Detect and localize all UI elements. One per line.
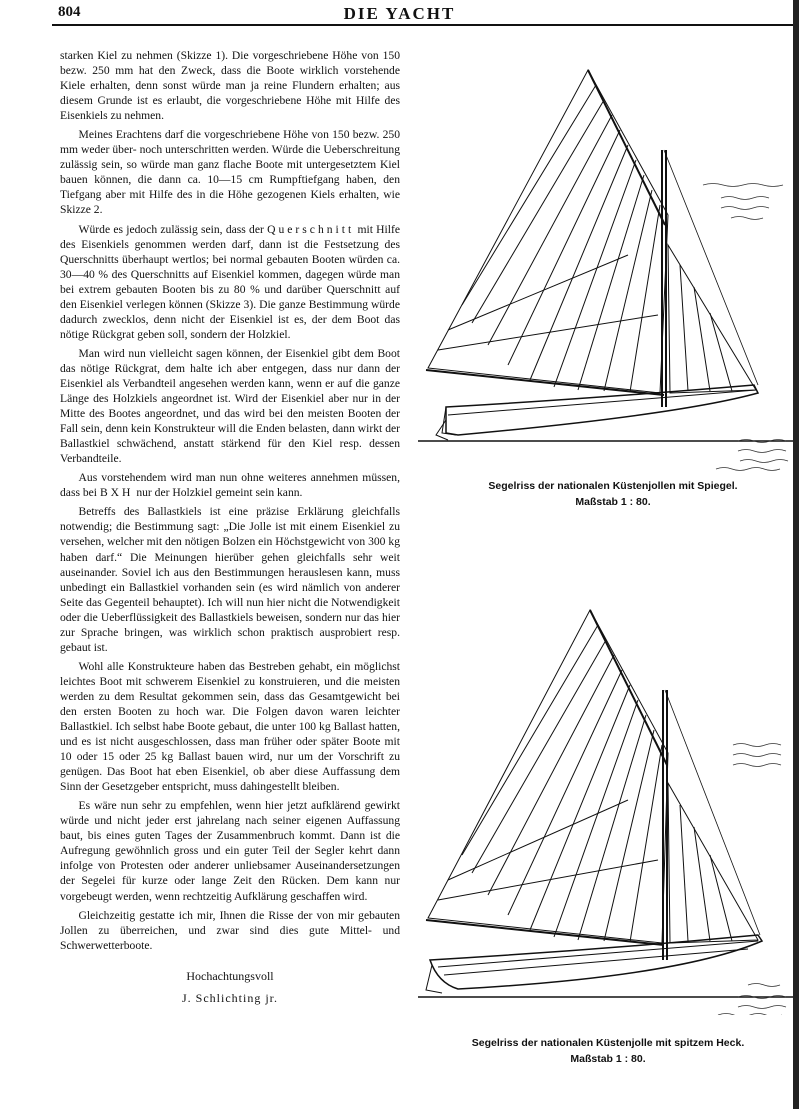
figure-scale: Maßstab 1 : 80. bbox=[575, 496, 651, 508]
paragraph: Gleichzeitig gestatte ich mir, Ihnen die Risse der von mir gebauten Jollen zu überreichen, und zwar sind dies gute Mittel- und Schwerwetterboote. bbox=[60, 908, 400, 952]
page-number: 804 bbox=[58, 4, 81, 20]
boom bbox=[426, 370, 664, 395]
spaced-emphasis: Querschnitt bbox=[267, 222, 355, 236]
closing-block bbox=[60, 965, 400, 1009]
sail-plan-drawing-transom bbox=[418, 55, 793, 475]
sail-plan-figure-transom bbox=[418, 55, 793, 508]
gaff bbox=[588, 70, 665, 225]
paragraph: Betreffs des Ballastkiels ist eine präzise Erklärung gleichfalls notwendig; die Bestimmung sagt: „Die Jolle ist mit einem Eisenkiel zu versehen, welcher mit den nötigen Bolzen ein Höchstgewicht von 300 kg haben darf.“ Die Meinungen hierüber gehen gleichfalls sehr weit auseinander. Soviel ich aus den Bestimmungen herauslesen kann, muss unbedingt ein Ballastkiel vorhanden sein (es wird nämlich von anderer Seite das Gegenteil behauptet). Ich will nun hier nicht die Notwendigkeit oder die Ueberflüssigkeit des Ballastkiels beweisen, sondern nur das hier zur Sprache bringen, was wirklich schon praktisch ausprobiert resp. gebaut ist. bbox=[60, 505, 400, 654]
paragraph: Es wäre nun sehr zu empfehlen, wenn hier jetzt aufklärend gewirkt würde und nicht jeder erst jahrelang nach seiner eigenen Auffassung baut, bis eines guten Tages der Zusammenbruch kommt. Dann ist die Aufregung gewöhnlich gross und ein guter Teil der Segler kehrt dann infolge von Protesten oder anderer unliebsamer Auseinandersetzungen der Segelei für kurze oder lange Zeit den Rücken. Dem kann nur vorgebeugt werden, wenn rechtzeitig Aufklärung geschaffen wird. bbox=[60, 799, 400, 903]
mainsail bbox=[428, 70, 668, 393]
handwritten-notes-bottom bbox=[718, 744, 786, 1016]
hull bbox=[446, 385, 758, 435]
mainsail bbox=[428, 610, 668, 943]
figure-caption: Segelriss der nationalen Küstenjollen mit Spiegel. Maßstab 1 : 80. bbox=[468, 480, 758, 508]
paragraph: Aus vorstehendem wird man nun ohne weiteres annehmen müssen, dass bei BXH nur der Holzkiel gemeint sein kann. bbox=[60, 471, 400, 500]
paragraph: starken Kiel zu nehmen (Skizze 1). Die vorgeschriebene Höhe von 150 bezw. 250 mm hat den Zweck, dass die Boote wirklich vorstehende Kiele erhalten, denn sonst würde man ja reine Flundern erhalten; aus diesem Grunde ist es erlaubt, die vorgeschriebene Höhe mit Hilfe des Eisenkiels zu nehmen. bbox=[60, 49, 400, 123]
author-signature: J. Schlichting jr. bbox=[182, 990, 278, 1005]
gaff bbox=[590, 610, 667, 765]
jib bbox=[668, 783, 758, 943]
boom bbox=[426, 920, 664, 945]
figure-caption: Segelriss der nationalen Küstenjolle mit spitzem Heck. Maßstab 1 : 80. bbox=[438, 1037, 778, 1065]
paragraph: Man wird nun vielleicht sagen können, der Eisenkiel gibt dem Boot das nötige Rückgrat, dem halte ich aber entgegen, dass nur dann der Eisenkiel als Verbandteil angesehen werden kann, wenn er auf die ganze Länge des Holzkiels angeordnet ist. Wird der Eisenkiel aber nur in der Mitte des Bootes angeordnet, und das wird bei den meisten Booten der Fall sein, denn kein Konstrukteur will die Enden belasten, dann wirkt der Ballastkiel schwächend, anstatt stärkend für den Kiel resp. dessen Verbandteile. bbox=[60, 346, 400, 466]
paragraph: Wohl alle Konstrukteure haben das Bestreben gehabt, ein möglichst leichtes Boot mit schwerem Eisenkiel zu konstruieren, und die meisten werden zu dem Resultat gekommen sein, dass das Gesamtgewicht bei den ersten Booten zu hoch war. Die Folgen davon waren leichter Ballastkiel. Ich selbst habe Boote gebaut, die unter 100 kg Ballast hatten, und es ist nicht ausgeschlossen, dass man früher oder später Boote mit 10 oder 15 oder 25 kg Ballast bauen wird, nur um der Vorschrift zu genügen. Das Boot hat eben Eisenkiel, ob aber diese Auffassung dem Sinn der Gesetzgeber entspricht, muss dahingestellt bleiben. bbox=[60, 659, 400, 794]
closing-phrase: Hochachtungsvoll bbox=[186, 968, 274, 983]
paragraph: Meines Erachtens darf die vorgeschriebene Höhe von 150 bezw. 250 mm weder über- noch unterschritten werden. Würde die Ueberschreitung zulässig sein, so würde man ganz flache Boote mit untergesetztem Kiel bauen können, die dann ca. 10—15 cm Rumpftiefgang haben, den Tiefgang aber mit Hilfe des in die Höhe gezogenen Kiels erhalten, wie Skizze 2. bbox=[60, 128, 400, 217]
running-title: DIE YACHT bbox=[343, 4, 456, 23]
sail-plan-figure-pointed bbox=[418, 605, 793, 1075]
article-column bbox=[60, 48, 400, 1009]
handwritten-notes-top bbox=[703, 184, 788, 471]
spaced-emphasis: BXH bbox=[99, 486, 134, 500]
figure-scale: Maßstab 1 : 80. bbox=[570, 1053, 646, 1065]
sail-plan-drawing-pointed bbox=[418, 605, 793, 1015]
page-edge-shadow bbox=[793, 0, 799, 1109]
paragraph: Würde es jedoch zulässig sein, dass der Querschnitt mit Hilfe des Eisenkiels genommen werden darf, dann ist die Festsetzung des Querschnitts überhaupt wertlos; bei normal gebauten Booten würden ca. 30—40 % des Querschnitts auf Eisenkiel kommen, dagegen würde man bei extrem gebauten Booten bis zu 80 % und darüber Querschnitt auf den Eisenkiel verlegen können (Skizze 3). Die ganze Bestimmung würde dadurch zwecklos, denn nicht der Eisenkiel ist es, der dem Boot das nötige Rückgrat geben soll, sondern der Holzkiel. bbox=[60, 222, 400, 341]
header-rule bbox=[52, 24, 799, 26]
